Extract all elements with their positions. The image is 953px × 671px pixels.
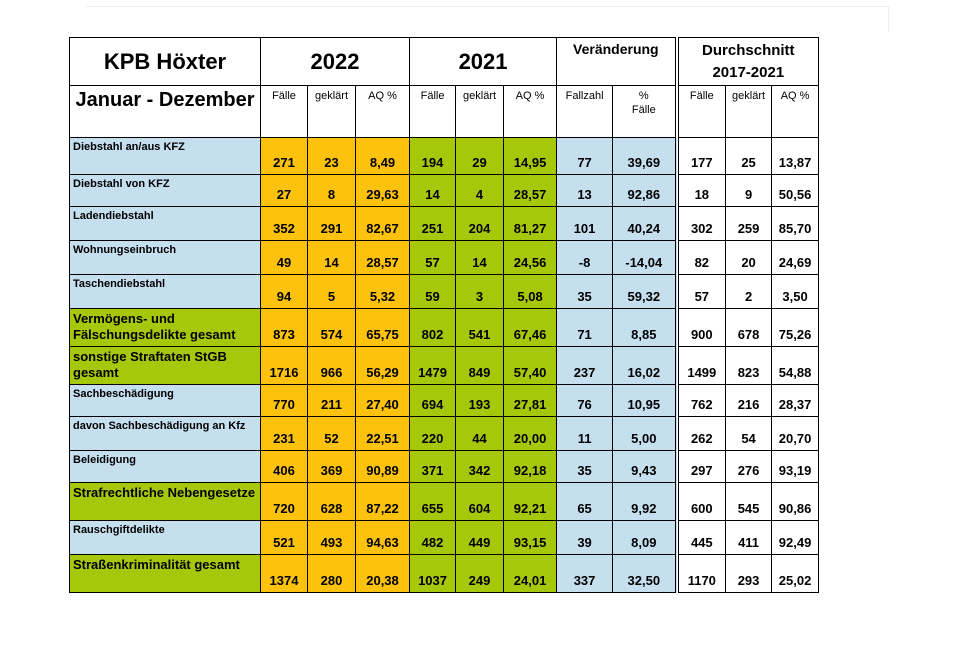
cell-change-fallzahl: 77: [557, 138, 613, 175]
cell-change-fallzahl: 13: [557, 175, 613, 207]
cell-change-pct: 8,85: [613, 309, 677, 347]
cell-faelle-2021: 220: [410, 417, 456, 451]
cell-geklaert-2022: 8: [308, 175, 356, 207]
cell-faelle-2022: 406: [261, 451, 308, 483]
cell-change-fallzahl: 39: [557, 521, 613, 555]
sub-header-pct-faelle-text: Fälle: [631, 104, 656, 116]
cell-faelle-2021: 655: [410, 483, 456, 521]
cell-geklaert-2021: 44: [456, 417, 504, 451]
cell-geklaert-2022: 280: [308, 555, 356, 593]
cell-geklaert-2021: 449: [456, 521, 504, 555]
cell-faelle-2021: 1037: [410, 555, 456, 593]
cell-avg-geklaert: 25: [726, 138, 772, 175]
cell-faelle-2022: 1716: [261, 347, 308, 385]
sub-header-faelle-avg: Fälle: [677, 86, 726, 138]
average-header-line2: 2017-2021: [712, 63, 785, 81]
cell-aq-2021: 14,95: [504, 138, 557, 175]
crime-statistics-table: [69, 37, 819, 593]
cell-avg-faelle: 262: [677, 417, 726, 451]
cell-aq-2022: 82,67: [356, 207, 410, 241]
cell-avg-faelle: 600: [677, 483, 726, 521]
cell-change-pct: 9,92: [613, 483, 677, 521]
cell-aq-2021: 24,56: [504, 241, 557, 275]
cell-faelle-2022: 521: [261, 521, 308, 555]
table-row: [70, 175, 819, 207]
cell-geklaert-2022: 493: [308, 521, 356, 555]
cell-geklaert-2022: 369: [308, 451, 356, 483]
row-label: Diebstahl von KFZ: [70, 175, 261, 207]
table-row: [70, 385, 819, 417]
row-label: Vermögens- und Fälschungsdelikte gesamt: [70, 309, 261, 347]
cell-change-pct: 32,50: [613, 555, 677, 593]
cell-change-fallzahl: 71: [557, 309, 613, 347]
cell-avg-aq: 90,86: [772, 483, 819, 521]
cell-aq-2021: 27,81: [504, 385, 557, 417]
cell-avg-geklaert: 411: [726, 521, 772, 555]
cell-geklaert-2022: 14: [308, 241, 356, 275]
cell-aq-2022: 65,75: [356, 309, 410, 347]
cell-aq-2022: 56,29: [356, 347, 410, 385]
cell-avg-geklaert: 20: [726, 241, 772, 275]
cell-avg-geklaert: 276: [726, 451, 772, 483]
change-header: Veränderung: [557, 38, 677, 86]
cell-faelle-2022: 94: [261, 275, 308, 309]
cell-geklaert-2021: 3: [456, 275, 504, 309]
cell-faelle-2022: 27: [261, 175, 308, 207]
cell-avg-geklaert: 545: [726, 483, 772, 521]
cell-avg-faelle: 82: [677, 241, 726, 275]
cell-avg-geklaert: 54: [726, 417, 772, 451]
cell-aq-2022: 29,63: [356, 175, 410, 207]
cell-aq-2022: 5,32: [356, 275, 410, 309]
sub-header-fallzahl: Fallzahl: [557, 86, 613, 138]
table-row: [70, 241, 819, 275]
cell-faelle-2022: 271: [261, 138, 308, 175]
cell-geklaert-2021: 29: [456, 138, 504, 175]
table-row: [70, 451, 819, 483]
cell-aq-2021: 28,57: [504, 175, 557, 207]
cell-aq-2021: 81,27: [504, 207, 557, 241]
cell-geklaert-2021: 4: [456, 175, 504, 207]
cell-geklaert-2021: 342: [456, 451, 504, 483]
cell-faelle-2021: 1479: [410, 347, 456, 385]
cell-change-fallzahl: -8: [557, 241, 613, 275]
year-2021-header: 2021: [410, 38, 557, 86]
cell-faelle-2021: 694: [410, 385, 456, 417]
cell-faelle-2022: 352: [261, 207, 308, 241]
cell-change-pct: 92,86: [613, 175, 677, 207]
cell-change-fallzahl: 76: [557, 385, 613, 417]
cell-faelle-2022: 720: [261, 483, 308, 521]
cell-faelle-2022: 1374: [261, 555, 308, 593]
cell-avg-faelle: 177: [677, 138, 726, 175]
cell-geklaert-2022: 574: [308, 309, 356, 347]
cell-avg-geklaert: 2: [726, 275, 772, 309]
cell-change-fallzahl: 101: [557, 207, 613, 241]
table-row: [70, 483, 819, 521]
cell-change-fallzahl: 35: [557, 275, 613, 309]
cell-change-pct: 39,69: [613, 138, 677, 175]
average-header-line1: Durchschnitt: [702, 41, 795, 59]
cell-aq-2022: 27,40: [356, 385, 410, 417]
period-label: Januar - Dezember: [70, 86, 261, 138]
cell-avg-faelle: 900: [677, 309, 726, 347]
cell-aq-2021: 24,01: [504, 555, 557, 593]
cell-change-fallzahl: 11: [557, 417, 613, 451]
cell-geklaert-2021: 849: [456, 347, 504, 385]
cell-avg-aq: 28,37: [772, 385, 819, 417]
cell-faelle-2021: 14: [410, 175, 456, 207]
cell-avg-faelle: 1170: [677, 555, 726, 593]
row-label: Strafrechtliche Nebengesetze: [70, 483, 261, 521]
cell-change-pct: 8,09: [613, 521, 677, 555]
table-row: [70, 417, 819, 451]
cell-change-fallzahl: 65: [557, 483, 613, 521]
cell-geklaert-2021: 193: [456, 385, 504, 417]
cell-geklaert-2022: 291: [308, 207, 356, 241]
cell-aq-2021: 20,00: [504, 417, 557, 451]
sub-header-faelle-2022: Fälle: [261, 86, 308, 138]
cell-aq-2021: 57,40: [504, 347, 557, 385]
header-row-1: [70, 38, 819, 86]
cell-change-pct: 40,24: [613, 207, 677, 241]
cell-change-pct: 16,02: [613, 347, 677, 385]
cell-geklaert-2022: 5: [308, 275, 356, 309]
cell-aq-2021: 67,46: [504, 309, 557, 347]
table-row: [70, 138, 819, 175]
cell-avg-faelle: 445: [677, 521, 726, 555]
cell-avg-aq: 13,87: [772, 138, 819, 175]
cell-geklaert-2021: 541: [456, 309, 504, 347]
row-label: Diebstahl an/aus KFZ: [70, 138, 261, 175]
table-row: [70, 347, 819, 385]
cell-faelle-2022: 873: [261, 309, 308, 347]
cell-avg-aq: 54,88: [772, 347, 819, 385]
cell-avg-aq: 75,26: [772, 309, 819, 347]
cell-geklaert-2021: 249: [456, 555, 504, 593]
cell-faelle-2022: 231: [261, 417, 308, 451]
cell-faelle-2022: 49: [261, 241, 308, 275]
cell-avg-aq: 92,49: [772, 521, 819, 555]
cell-aq-2021: 93,15: [504, 521, 557, 555]
row-label: Wohnungseinbruch: [70, 241, 261, 275]
row-label: sonstige Straftaten StGB gesamt: [70, 347, 261, 385]
cell-avg-faelle: 1499: [677, 347, 726, 385]
sub-header-geklaert-2022: geklärt: [308, 86, 356, 138]
cell-avg-aq: 25,02: [772, 555, 819, 593]
cell-aq-2022: 8,49: [356, 138, 410, 175]
year-2022-header: 2022: [261, 38, 410, 86]
row-label: Taschendiebstahl: [70, 275, 261, 309]
cell-avg-geklaert: 259: [726, 207, 772, 241]
sub-header-geklaert-avg: geklärt: [726, 86, 772, 138]
sub-header-aq-avg: AQ %: [772, 86, 819, 138]
cell-avg-faelle: 57: [677, 275, 726, 309]
cell-geklaert-2022: 628: [308, 483, 356, 521]
top-border-line-right: [888, 6, 889, 32]
cell-avg-faelle: 302: [677, 207, 726, 241]
row-label: Sachbeschädigung: [70, 385, 261, 417]
cell-faelle-2021: 482: [410, 521, 456, 555]
row-label: Straßenkriminalität gesamt: [70, 555, 261, 593]
cell-aq-2021: 5,08: [504, 275, 557, 309]
cell-aq-2022: 22,51: [356, 417, 410, 451]
cell-avg-geklaert: 216: [726, 385, 772, 417]
header-row-2: [70, 86, 819, 138]
table-row: [70, 521, 819, 555]
table-row: [70, 207, 819, 241]
cell-avg-aq: 3,50: [772, 275, 819, 309]
cell-faelle-2021: 802: [410, 309, 456, 347]
cell-avg-geklaert: 293: [726, 555, 772, 593]
row-label: Rauschgiftdelikte: [70, 521, 261, 555]
top-border-line: [86, 6, 889, 7]
cell-aq-2022: 28,57: [356, 241, 410, 275]
cell-aq-2022: 20,38: [356, 555, 410, 593]
table-row: [70, 309, 819, 347]
cell-faelle-2021: 57: [410, 241, 456, 275]
cell-avg-aq: 24,69: [772, 241, 819, 275]
cell-change-fallzahl: 337: [557, 555, 613, 593]
cell-change-pct: 59,32: [613, 275, 677, 309]
cell-geklaert-2022: 52: [308, 417, 356, 451]
cell-faelle-2021: 194: [410, 138, 456, 175]
sub-header-geklaert-2021: geklärt: [456, 86, 504, 138]
cell-geklaert-2021: 604: [456, 483, 504, 521]
cell-avg-geklaert: 9: [726, 175, 772, 207]
sub-header-pct-faelle: [613, 86, 677, 138]
cell-aq-2022: 94,63: [356, 521, 410, 555]
sub-header-pct: %: [638, 90, 649, 102]
cell-aq-2022: 87,22: [356, 483, 410, 521]
sub-header-aq-2021: AQ %: [504, 86, 557, 138]
cell-aq-2021: 92,18: [504, 451, 557, 483]
row-label: Beleidigung: [70, 451, 261, 483]
row-label: Ladendiebstahl: [70, 207, 261, 241]
sub-header-aq-2022: AQ %: [356, 86, 410, 138]
cell-change-pct: 9,43: [613, 451, 677, 483]
average-header: [677, 38, 819, 86]
cell-avg-faelle: 297: [677, 451, 726, 483]
cell-change-pct: -14,04: [613, 241, 677, 275]
cell-geklaert-2022: 211: [308, 385, 356, 417]
cell-avg-aq: 20,70: [772, 417, 819, 451]
cell-avg-aq: 50,56: [772, 175, 819, 207]
cell-avg-aq: 93,19: [772, 451, 819, 483]
cell-avg-geklaert: 823: [726, 347, 772, 385]
cell-change-pct: 10,95: [613, 385, 677, 417]
cell-avg-faelle: 762: [677, 385, 726, 417]
cell-change-fallzahl: 35: [557, 451, 613, 483]
row-label: davon Sachbeschädigung an Kfz: [70, 417, 261, 451]
cell-avg-aq: 85,70: [772, 207, 819, 241]
cell-faelle-2022: 770: [261, 385, 308, 417]
sub-header-faelle-2021: Fälle: [410, 86, 456, 138]
cell-faelle-2021: 371: [410, 451, 456, 483]
cell-aq-2021: 92,21: [504, 483, 557, 521]
cell-avg-geklaert: 678: [726, 309, 772, 347]
cell-geklaert-2021: 14: [456, 241, 504, 275]
cell-geklaert-2022: 23: [308, 138, 356, 175]
cell-faelle-2021: 59: [410, 275, 456, 309]
cell-avg-faelle: 18: [677, 175, 726, 207]
cell-geklaert-2021: 204: [456, 207, 504, 241]
cell-change-pct: 5,00: [613, 417, 677, 451]
table-title: KPB Höxter: [70, 38, 261, 86]
cell-geklaert-2022: 966: [308, 347, 356, 385]
cell-faelle-2021: 251: [410, 207, 456, 241]
cell-change-fallzahl: 237: [557, 347, 613, 385]
table-row: [70, 555, 819, 593]
cell-aq-2022: 90,89: [356, 451, 410, 483]
table-row: [70, 275, 819, 309]
